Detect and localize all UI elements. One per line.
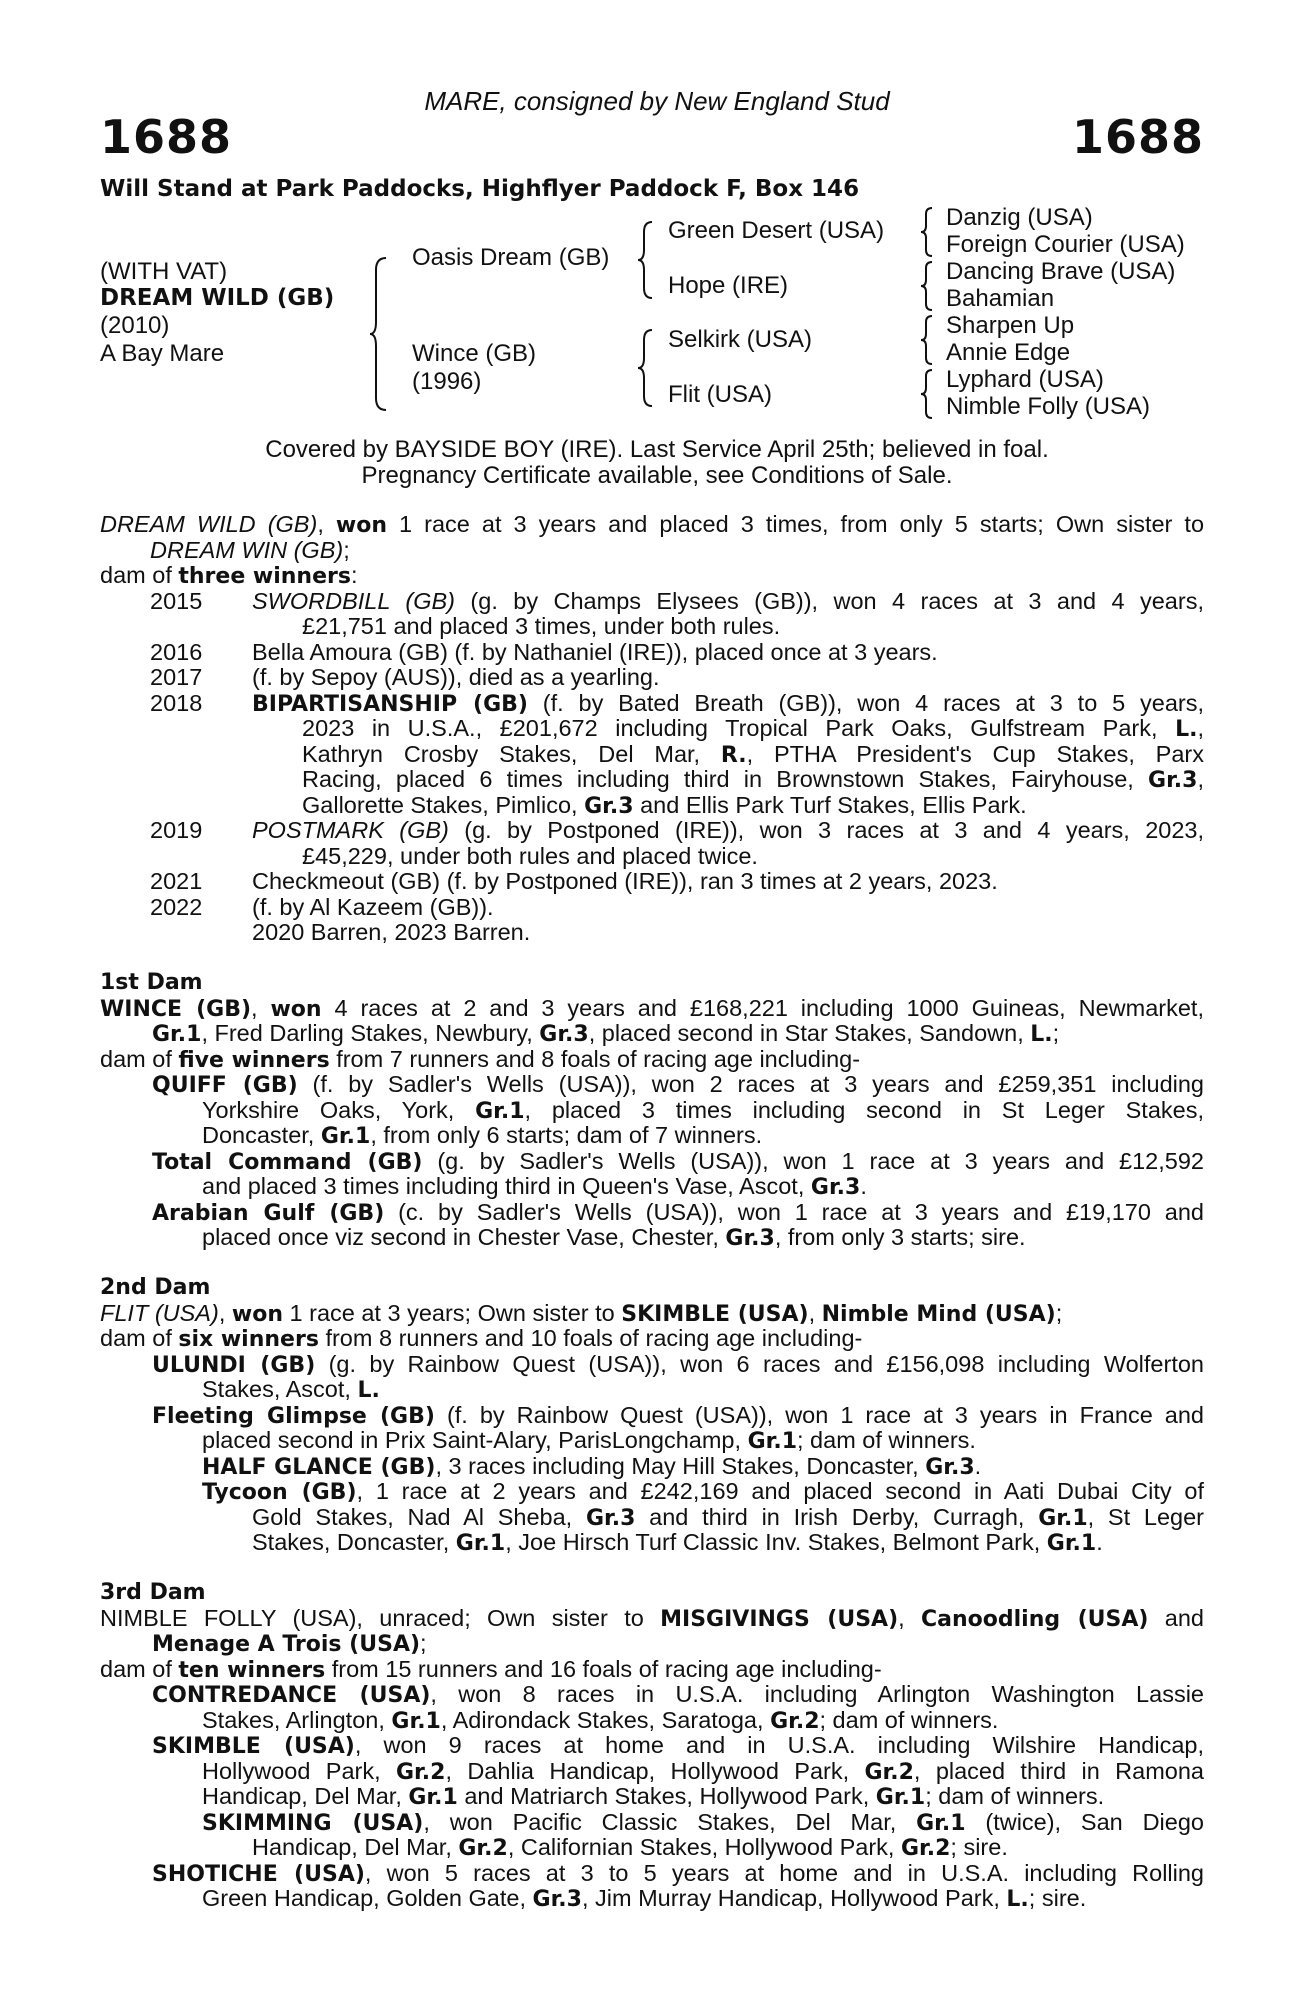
text-segment: Gr.1 — [747, 1429, 797, 1454]
text-segment: , from only 3 starts; sire. — [774, 1224, 1026, 1250]
pedigree-line — [100, 1403, 1204, 1429]
pedigree-line — [100, 1708, 1204, 1734]
text-segment: HALF GLANCE (GB) — [202, 1454, 436, 1480]
text-segment: Handicap, Del Mar, — [252, 1834, 459, 1860]
text-segment: Gr.3 — [925, 1454, 975, 1480]
text-segment: Gr.3 — [584, 793, 634, 819]
text-segment: ten winners — [178, 1657, 326, 1683]
text-segment: £21,751 and placed 3 times, under both rules. — [302, 613, 781, 639]
text-segment: Doncaster, — [202, 1122, 321, 1148]
produce-line — [100, 869, 1204, 895]
text-segment: , — [1197, 716, 1204, 741]
produce-year: 2021 — [150, 868, 203, 894]
text-segment: ; sire. — [950, 1834, 1008, 1860]
text-segment: , — [218, 1299, 232, 1326]
text-segment: 1 race at 3 years; Own sister to — [282, 1299, 622, 1326]
text-segment: Fleeting Glimpse (GB) — [152, 1403, 435, 1428]
text-segment: , — [898, 1605, 922, 1631]
pedigree-line — [100, 1377, 1204, 1403]
text-segment: Gr.1 — [320, 1124, 371, 1149]
text-segment: , St Leger — [1087, 1504, 1204, 1530]
text-segment: ; dam of winners. — [797, 1427, 976, 1453]
intro-line-2 — [100, 538, 1204, 564]
produce-line — [100, 895, 1204, 921]
text-segment: , — [251, 995, 271, 1021]
text-segment: Gr.1 — [916, 1810, 966, 1835]
text-segment: L. — [1030, 1022, 1053, 1047]
horse-year: (2010) — [100, 312, 170, 339]
produce-text — [252, 869, 1204, 895]
text-segment: Tycoon (GB) — [202, 1480, 357, 1505]
text-segment: ; — [1055, 1299, 1063, 1326]
text-segment: Gr.2 — [864, 1759, 914, 1784]
text-segment: , won 8 races in U.S.A. including Arlington Washington Lassie — [430, 1682, 1204, 1707]
text-segment: Gr.3 — [1148, 768, 1198, 793]
brace-dd — [920, 368, 936, 420]
sire-dam: Hope (IRE) — [668, 272, 789, 299]
text-segment: Stakes, Ascot, — [202, 1376, 358, 1402]
text-segment: Green Handicap, Golden Gate, — [202, 1885, 533, 1911]
pedigree-line — [100, 1352, 1204, 1378]
horse-description: A Bay Mare — [100, 340, 225, 367]
text-segment: Gr.1 — [408, 1785, 458, 1810]
winners-count: three winners — [178, 564, 351, 589]
text-segment: £45,229, under both rules and placed twice. — [302, 842, 758, 869]
text-segment: . — [860, 1173, 867, 1199]
text-segment: CONTREDANCE (USA) — [152, 1683, 431, 1708]
pedigree-line — [100, 1631, 1204, 1657]
text-segment: POSTMARK (GB) — [252, 818, 449, 843]
first-dam-heading: 1st Dam — [100, 970, 203, 995]
text-segment: , placed second in Star Stakes, Sandown, — [588, 1020, 1031, 1046]
text-segment: from 15 runners and 16 foals of racing age including- — [325, 1655, 882, 1682]
pedigree-line — [100, 1733, 1204, 1759]
pedigree-line — [100, 996, 1204, 1022]
pedigree-line — [100, 1200, 1204, 1226]
text-segment: L. — [357, 1378, 380, 1403]
text-segment: and placed 3 times including third in Queen's Vase, Ascot, — [202, 1173, 811, 1199]
produce-year: 2022 — [150, 893, 203, 920]
pedigree-line — [100, 1047, 1204, 1073]
stabling-location: Will Stand at Park Paddocks, Highflyer Paddock F, Box 146 — [100, 176, 860, 202]
produce-line — [100, 844, 1204, 870]
intro-text: 1 race at 3 years and placed 3 times, from only 5 starts; Own sister to — [387, 512, 1204, 537]
text-segment: L. — [1006, 1887, 1029, 1912]
text-segment: Kathryn Crosby Stakes, Del Mar, — [302, 741, 721, 767]
pedigree-line — [100, 1301, 1204, 1327]
text-segment: Racing, placed 6 times including third in Brownstown Stakes, Fairyhouse, — [302, 767, 1149, 792]
text-segment: R. — [720, 742, 747, 767]
text-segment: Gr.3 — [585, 1505, 636, 1530]
produce-list — [100, 589, 1204, 946]
sister-name: DREAM WIN (GB) — [150, 536, 344, 563]
brace-sd — [920, 260, 936, 312]
dam-dam: Flit (USA) — [668, 381, 772, 408]
text-segment: Gr.2 — [900, 1836, 951, 1861]
text-segment: WINCE (GB) — [100, 996, 252, 1021]
text-segment: Gr.2 — [396, 1759, 446, 1784]
produce-line — [100, 767, 1204, 793]
produce-line — [100, 742, 1204, 768]
text-segment: Stakes, Doncaster, — [252, 1529, 456, 1555]
produce-text — [252, 640, 1204, 666]
pedigree-line — [100, 1657, 1204, 1683]
text-segment: (c. by Sadler's Wells (USA)), won 1 race at 3 years and £19,170 and — [384, 1199, 1204, 1225]
intro-line-1: DREAM WILD (GB), won 1 race at 3 years and placed 3 times, from only 5 starts; Own sister to — [100, 512, 1204, 538]
pedigree-line — [100, 1505, 1204, 1531]
text-segment: , Californian Stakes, Hollywood Park, — [507, 1834, 901, 1860]
text-segment: ; sire. — [1028, 1885, 1087, 1911]
ancestor-dsd: Annie Edge — [946, 339, 1071, 366]
lot-number-left: 1688 — [100, 110, 233, 164]
text-segment: . — [974, 1452, 982, 1479]
text-segment: ; dam of winners. — [925, 1783, 1105, 1809]
text-segment: , PTHA President's Cup Stakes, Parx — [746, 741, 1204, 767]
dam-sire: Selkirk (USA) — [668, 326, 813, 353]
text-segment: , — [1197, 767, 1204, 792]
text-segment: and — [1148, 1605, 1204, 1631]
produce-section — [100, 512, 1204, 946]
text-segment: SKIMBLE (USA) — [621, 1301, 809, 1327]
pedigree-line — [100, 1174, 1204, 1200]
text-segment: 2023 in U.S.A., £201,672 including Tropical Park Oaks, Gulfstream Park, — [302, 716, 1176, 741]
produce-text — [302, 844, 1204, 870]
sire-brace — [638, 220, 658, 300]
produce-year: 2018 — [150, 689, 203, 716]
text-segment: Gr.2 — [770, 1708, 820, 1734]
text-segment: (f. by Sepoy (AUS)), died as a yearling. — [252, 664, 660, 690]
text-segment: , Dahlia Handicap, Hollywood Park, — [445, 1758, 865, 1784]
lot-number-right: 1688 — [1071, 110, 1204, 164]
pedigree-line — [100, 1428, 1204, 1454]
text-segment: and third in Irish Derby, Curragh, — [635, 1504, 1039, 1530]
text-segment: SWORDBILL (GB) — [252, 588, 456, 614]
dam-of-label: dam of — [100, 562, 179, 588]
pedigree-line — [100, 1149, 1204, 1175]
text-segment: , placed third in Ramona — [913, 1758, 1204, 1784]
text-segment: Gr.1 — [1038, 1505, 1088, 1530]
produce-text — [252, 920, 1204, 946]
produce-text — [252, 895, 1204, 921]
produce-text — [252, 691, 1204, 717]
produce-text — [302, 793, 1204, 820]
produce-line — [100, 793, 1204, 819]
pedigree-line — [100, 1682, 1204, 1708]
produce-year: 2015 — [150, 587, 203, 614]
text-segment: six winners — [178, 1327, 319, 1352]
text-segment: five winners — [178, 1047, 330, 1073]
produce-text — [302, 767, 1204, 793]
won-label: won — [335, 513, 387, 538]
first-dam-section — [100, 970, 1204, 1251]
text-segment: dam of — [100, 1045, 179, 1072]
text-segment: Yorkshire Oaks, York, — [202, 1097, 476, 1123]
pedigree-line — [100, 1072, 1204, 1098]
text-segment: won — [270, 996, 322, 1021]
text-segment: Gr.3 — [725, 1226, 775, 1251]
pedigree-line — [100, 1886, 1204, 1912]
produce-year: 2017 — [150, 664, 203, 690]
text-segment: FLIT (USA) — [100, 1299, 219, 1326]
produce-text — [302, 614, 1204, 640]
pedigree-line — [100, 1123, 1204, 1149]
text-segment: (g. by Rainbow Quest (USA)), won 6 races and £156,098 including Wolferton — [315, 1351, 1204, 1377]
text-segment: (f. by Al Kazeem (GB)). — [252, 893, 494, 920]
text-segment: SKIMMING (USA) — [202, 1810, 424, 1835]
semicolon: ; — [343, 536, 350, 563]
text-segment: Stakes, Arlington, — [202, 1706, 392, 1733]
text-segment: BIPARTISANSHIP (GB) — [252, 691, 528, 716]
third-dam-heading: 3rd Dam — [100, 1580, 206, 1605]
text-segment: ULUNDI (GB) — [152, 1352, 316, 1377]
text-segment: Menage A Trois (USA) — [152, 1632, 421, 1657]
third-dam-section — [100, 1580, 1204, 1912]
ancestor-sds: Dancing Brave (USA) — [946, 258, 1176, 285]
produce-line — [100, 665, 1204, 691]
produce-line — [100, 920, 1204, 946]
text-segment: placed second in Prix Saint-Alary, ParisLongchamp, — [202, 1427, 748, 1453]
pedigree-line — [100, 1835, 1204, 1861]
text-segment: Bella Amoura (GB) (f. by Nathaniel (IRE)), placed once at 3 years. — [252, 638, 938, 665]
intro-line-3 — [100, 563, 1204, 589]
text-segment: Gr.3 — [810, 1175, 861, 1200]
produce-line — [100, 640, 1204, 666]
main-brace — [370, 256, 390, 412]
ancestor-sss: Danzig (USA) — [946, 204, 1093, 231]
text-segment: dam of — [100, 1325, 179, 1351]
vat-note: (WITH VAT) — [100, 258, 228, 285]
produce-text — [302, 742, 1204, 768]
text-segment: Total Command (GB) — [152, 1149, 423, 1174]
text-segment: Handicap, Del Mar, — [202, 1783, 409, 1809]
text-segment: Gallorette Stakes, Pimlico, — [302, 791, 585, 818]
text-segment: , 3 races including May Hill Stakes, Doncaster, — [435, 1452, 926, 1479]
produce-text — [252, 589, 1204, 615]
text-segment: Gr.1 — [152, 1022, 202, 1047]
ancestor-ddd: Nimble Folly (USA) — [946, 393, 1151, 420]
text-segment: Gold Stakes, Nad Al Sheba, — [252, 1504, 586, 1530]
text-segment: 2020 Barren, 2023 Barren. — [252, 919, 531, 945]
produce-line — [100, 818, 1204, 844]
text-segment: Hollywood Park, — [202, 1758, 396, 1784]
pedigree-line — [100, 1225, 1204, 1251]
text-segment: MISGIVINGS (USA) — [660, 1606, 899, 1631]
text-segment: from 7 runners and 8 foals of racing age including- — [329, 1045, 861, 1072]
text-segment: , 1 race at 2 years and £242,169 and placed second in Aati Dubai City of — [356, 1479, 1204, 1504]
pedigree-line — [100, 1861, 1204, 1887]
text-segment: , from only 6 starts; dam of 7 winners. — [370, 1122, 763, 1148]
text-segment: Gr.1 — [455, 1531, 506, 1556]
text-segment: , Adirondack Stakes, Saratoga, — [440, 1706, 771, 1733]
horse-name-italic: DREAM WILD (GB) — [100, 512, 318, 537]
text-segment: , Jim Murray Handicap, Hollywood Park, — [581, 1885, 1007, 1911]
text-segment: QUIFF (GB) — [152, 1073, 298, 1098]
dam-brace — [638, 328, 658, 408]
horse-name: DREAM WILD (GB) — [100, 285, 335, 311]
produce-text — [252, 665, 1204, 691]
text-segment: , won 5 races at 3 to 5 years at home and in U.S.A. including Rolling — [364, 1860, 1204, 1886]
text-segment: placed once viz second in Chester Vase, Chester, — [202, 1224, 726, 1250]
text-segment: and Ellis Park Turf Stakes, Ellis Park. — [633, 791, 1027, 818]
text-segment: (g. by Champs Elysees (GB)), won 4 races at 3 and 4 years, — [455, 588, 1204, 614]
text-segment: , won 9 races at home and in U.S.A. including Wilshire Handicap, — [354, 1733, 1204, 1758]
pedigree-line — [100, 1021, 1204, 1047]
text-segment: Gr.1 — [475, 1098, 525, 1123]
text-segment: (f. by Sadler's Wells (USA)), won 2 races at 3 years and £259,351 including — [297, 1072, 1204, 1097]
pregnancy-line: Pregnancy Certificate available, see Conditions of Sale. — [361, 462, 953, 489]
text-segment: ; — [420, 1630, 427, 1656]
text-segment: (g. by Sadler's Wells (USA)), won 1 race at 3 years and £12,592 — [422, 1148, 1204, 1174]
text-segment: Gr.1 — [875, 1785, 926, 1810]
pedigree-line — [100, 1810, 1204, 1836]
text-segment: NIMBLE FOLLY (USA), unraced; Own sister to — [100, 1605, 661, 1631]
text-segment: . — [1096, 1529, 1103, 1555]
text-segment: Nimble Mind (USA) — [821, 1301, 1056, 1327]
produce-line — [100, 614, 1204, 640]
text-segment: Gr.3 — [539, 1022, 589, 1047]
text-segment: Canoodling (USA) — [921, 1606, 1149, 1631]
dam-year: (1996) — [412, 368, 482, 395]
text-segment: from 8 runners and 10 foals of racing age including- — [318, 1325, 863, 1351]
text-segment: , placed 3 times including second in St Leger Stakes, — [524, 1097, 1204, 1123]
dam-name: Wince (GB) — [412, 340, 537, 367]
pedigree-line — [100, 1784, 1204, 1810]
pedigree-line — [100, 1479, 1204, 1505]
sire-sire: Green Desert (USA) — [668, 217, 885, 244]
second-dam-heading: 2nd Dam — [100, 1275, 211, 1300]
text-segment: Gr.1 — [1046, 1531, 1097, 1556]
produce-line — [100, 691, 1204, 717]
text-segment: won — [231, 1301, 283, 1327]
text-segment: L. — [1175, 717, 1198, 742]
ancestor-dss: Sharpen Up — [946, 312, 1075, 339]
text-segment: , won Pacific Classic Stakes, Del Mar, — [423, 1809, 917, 1835]
text-segment: Arabian Gulf (GB) — [152, 1200, 385, 1225]
text-segment: 4 races at 2 and 3 years and £168,221 including 1000 Guineas, Newmarket, — [321, 995, 1204, 1021]
brace-ss — [920, 206, 936, 258]
ancestor-dds: Lyphard (USA) — [946, 366, 1104, 393]
produce-line — [100, 716, 1204, 742]
text-segment: SKIMBLE (USA) — [152, 1734, 355, 1759]
pedigree-line — [100, 1606, 1204, 1632]
text-segment: and Matriarch Stakes, Hollywood Park, — [457, 1783, 876, 1809]
text-segment: Checkmeout (GB) (f. by Postponed (IRE)), ran 3 times at 2 years, 2023. — [252, 868, 998, 894]
text-segment: (twice), San Diego — [965, 1809, 1204, 1835]
ancestor-ssd: Foreign Courier (USA) — [946, 231, 1185, 258]
produce-year: 2019 — [150, 817, 203, 843]
consignor-line: MARE, consigned by New England Stud — [424, 86, 890, 116]
text-segment: SHOTICHE (USA) — [152, 1861, 365, 1886]
text-segment: ; — [1052, 1020, 1060, 1046]
text-segment: , Fred Darling Stakes, Newbury, — [201, 1020, 540, 1046]
colon: : — [350, 562, 358, 588]
text-segment: dam of — [100, 1655, 179, 1682]
text-segment: Gr.1 — [391, 1708, 441, 1734]
produce-year: 2016 — [150, 638, 203, 665]
text-segment: ; dam of winners. — [819, 1706, 999, 1733]
produce-text — [252, 818, 1204, 844]
brace-ds — [920, 314, 936, 366]
text-segment: , Joe Hirsch Turf Classic Inv. Stakes, Belmont Park, — [505, 1529, 1047, 1555]
produce-line — [100, 589, 1204, 615]
pedigree-line — [100, 1530, 1204, 1556]
text-segment: (f. by Bated Breath (GB)), won 4 races at 3 to 5 years, — [527, 690, 1204, 716]
pedigree-line — [100, 1098, 1204, 1124]
text-segment: (g. by Postponed (IRE)), won 3 races at 3 and 4 years, 2023, — [448, 818, 1204, 843]
pedigree-line — [100, 1326, 1204, 1352]
text-segment: Gr.3 — [532, 1887, 582, 1912]
text-segment: , — [808, 1299, 822, 1326]
sire-name: Oasis Dream (GB) — [412, 244, 610, 271]
text-segment: Gr.2 — [458, 1836, 508, 1861]
second-dam-section — [100, 1275, 1204, 1556]
ancestor-sdd: Bahamian — [946, 285, 1055, 312]
produce-text — [302, 716, 1204, 742]
covered-line: Covered by BAYSIDE BOY (IRE). Last Service April 25th; believed in foal. — [265, 436, 1049, 463]
pedigree-line — [100, 1454, 1204, 1480]
pedigree-line — [100, 1759, 1204, 1785]
text-segment: (f. by Rainbow Quest (USA)), won 1 race at 3 years in France and — [434, 1402, 1204, 1428]
